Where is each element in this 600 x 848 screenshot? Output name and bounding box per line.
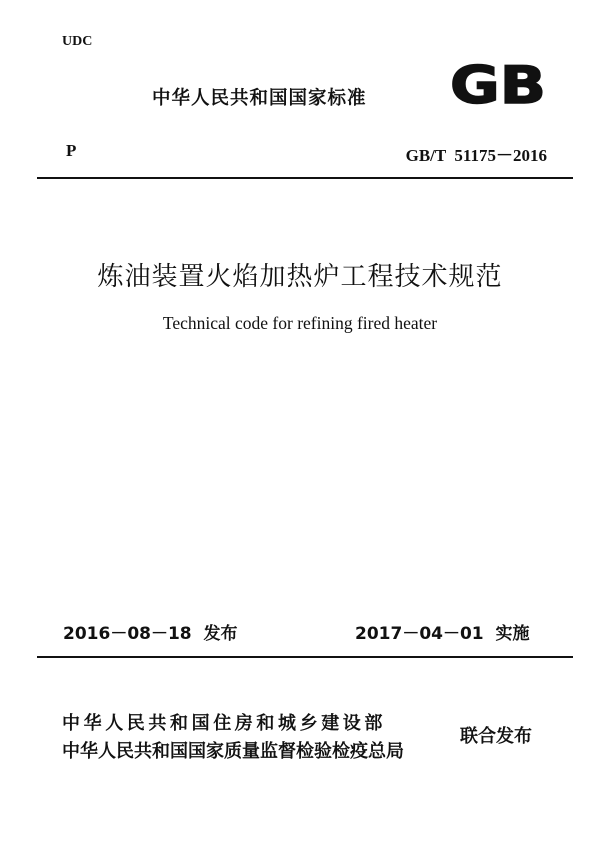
standard-type-title: 中华人民共和国国家标准 [152, 88, 367, 109]
bottom-divider [37, 656, 573, 658]
gb-logo [448, 58, 550, 110]
issue-date: 2016－08－18 发布 [63, 624, 238, 644]
udc-label: UDC [62, 34, 93, 49]
document-title-chinese: 炼油装置火焰加热炉工程技术规范 [97, 262, 503, 292]
gb-logo-text: GB [450, 58, 546, 110]
implementation-date: 2017－04－01 实施 [355, 624, 530, 644]
top-divider [37, 177, 573, 179]
joint-publication-label: 联合发布 [460, 726, 532, 747]
publisher-aqsiq: 中华人民共和国国家质量监督检验检疫总局 [62, 741, 404, 762]
publisher-mohurd: 中华人民共和国住房和城乡建设部 [62, 713, 386, 734]
standard-number: GB/T 51175－2016 [405, 146, 547, 165]
classification-code: P [66, 141, 77, 160]
document-title-english: Technical code for refining fired heater [162, 313, 438, 333]
